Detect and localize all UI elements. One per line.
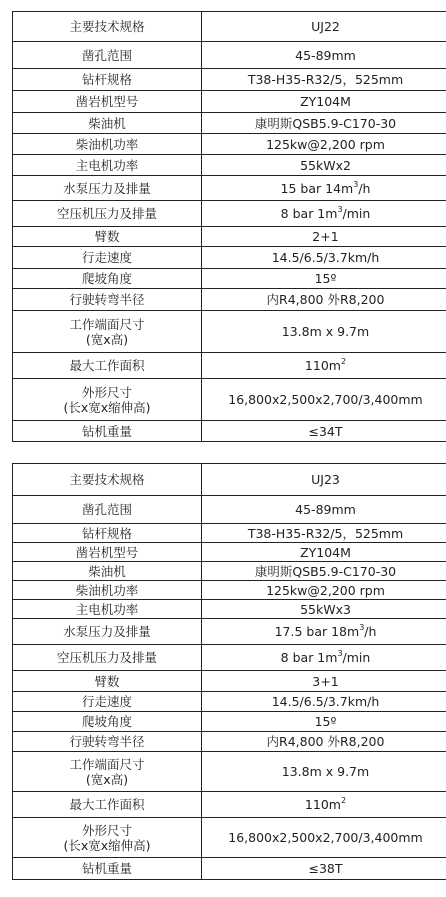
value-unit: /h [358, 180, 371, 196]
spec-label [13, 752, 202, 792]
spec-label: 凿岩机型号 [13, 91, 202, 113]
spec-table-uj23 [12, 463, 446, 880]
spec-label: 行走速度 [13, 247, 202, 269]
spec-value: 康明斯QSB5.9-C170-30 [202, 562, 446, 581]
superscript: 2 [340, 796, 347, 805]
label-line: 工作端面尺寸 [69, 756, 145, 772]
table-row [13, 671, 446, 692]
spec-value: 15º [202, 712, 446, 732]
spec-value: 13.8m x 9.7m [202, 311, 446, 353]
table-row [13, 113, 446, 134]
superscript: 3 [353, 179, 359, 189]
label-line: 外形尺寸 [81, 384, 132, 400]
table-row [13, 269, 446, 289]
model-name: UJ23 [202, 464, 446, 496]
superscript: 3 [359, 623, 365, 632]
table-row [13, 311, 446, 353]
table-row [13, 581, 446, 600]
table-header-row [13, 12, 446, 42]
spec-value: 3+1 [202, 671, 446, 692]
value-text: 8 bar 1m [280, 206, 338, 221]
table-row [13, 421, 446, 442]
table-row [13, 562, 446, 581]
spec-label: 水泵压力及排量 [13, 619, 202, 645]
spec-value [202, 176, 446, 201]
table-row [13, 732, 446, 752]
table-row [13, 379, 446, 421]
header-label: 主要技术规格 [13, 12, 202, 42]
spec-value [202, 645, 446, 671]
spec-value [202, 619, 446, 645]
spec-label: 行驶转弯半径 [13, 289, 202, 311]
spec-value: 45-89mm [202, 496, 446, 524]
spec-label: 爬坡角度 [13, 269, 202, 289]
value-unit: /min [342, 650, 371, 665]
spec-label: 柴油机 [13, 113, 202, 134]
table-row [13, 543, 446, 562]
spec-table-uj22 [12, 11, 446, 442]
spec-value: 16,800x2,500x2,700/3,400mm [202, 818, 446, 858]
spec-value [202, 201, 446, 227]
spec-label: 凿孔范围 [13, 496, 202, 524]
spec-value [202, 792, 446, 818]
spec-label [13, 311, 202, 353]
table-row [13, 155, 446, 176]
spec-label [13, 818, 202, 858]
value-text: 17.5 bar 18m [274, 624, 360, 639]
label-line: 外形尺寸 [81, 822, 132, 838]
value-text: 110m [304, 358, 341, 373]
value-text: 8 bar 1m [280, 650, 338, 665]
spec-label: 最大工作面积 [13, 792, 202, 818]
spec-value: 内R4,800 外R8,200 [202, 289, 446, 311]
spec-value: 125kw@2,200 rpm [202, 581, 446, 600]
spec-label: 主电机功率 [13, 600, 202, 619]
spec-value: 16,800x2,500x2,700/3,400mm [202, 379, 446, 421]
spec-value: ZY104M [202, 91, 446, 113]
label-line: (宽x高) [85, 331, 129, 347]
spec-value: ≤38T [202, 858, 446, 880]
spec-value: 45-89mm [202, 42, 446, 69]
table-row [13, 353, 446, 379]
table-row [13, 619, 446, 645]
spec-value: T38-H35-R32/5，525mm [202, 524, 446, 543]
spec-label: 钻机重量 [13, 421, 202, 442]
table-row [13, 752, 446, 792]
spec-label: 行驶转弯半径 [13, 732, 202, 752]
spec-label: 主电机功率 [13, 155, 202, 176]
spec-label: 行走速度 [13, 692, 202, 712]
spec-label: 爬坡角度 [13, 712, 202, 732]
spec-value: 内R4,800 外R8,200 [202, 732, 446, 752]
label-line: (长x宽x缩伸高) [63, 399, 151, 415]
table-row [13, 42, 446, 69]
table-row [13, 176, 446, 201]
table-row [13, 524, 446, 543]
table-row [13, 227, 446, 247]
spec-label: 空压机压力及排量 [13, 201, 202, 227]
spec-value: 14.5/6.5/3.7km/h [202, 692, 446, 712]
table-row [13, 91, 446, 113]
table-row [13, 289, 446, 311]
table-row [13, 496, 446, 524]
superscript: 3 [337, 649, 343, 658]
superscript: 2 [340, 357, 347, 366]
table-row [13, 134, 446, 155]
value-unit: /min [342, 206, 371, 221]
table-row [13, 818, 446, 858]
header-label: 主要技术规格 [13, 464, 202, 496]
spec-value: 55kWx2 [202, 155, 446, 176]
spec-value: T38-H35-R32/5，525mm [202, 69, 446, 91]
superscript: 3 [337, 205, 343, 214]
value-unit: /h [364, 624, 377, 639]
label-line: (长x宽x缩伸高) [63, 837, 151, 853]
table-row [13, 712, 446, 732]
spec-label [13, 379, 202, 421]
table-row [13, 792, 446, 818]
label-line: (宽x高) [85, 771, 129, 787]
label-line: 工作端面尺寸 [69, 316, 145, 332]
spec-value: 13.8m x 9.7m [202, 752, 446, 792]
spec-value: 55kWx3 [202, 600, 446, 619]
spec-label: 钻杆规格 [13, 524, 202, 543]
spec-label: 凿岩机型号 [13, 543, 202, 562]
spec-value: ZY104M [202, 543, 446, 562]
table-row [13, 201, 446, 227]
table-row [13, 858, 446, 880]
spec-label: 臂数 [13, 671, 202, 692]
spec-label: 凿孔范围 [13, 42, 202, 69]
table-row [13, 247, 446, 269]
spec-label: 臂数 [13, 227, 202, 247]
spec-label: 钻杆规格 [13, 69, 202, 91]
spec-value: ≤34T [202, 421, 446, 442]
model-name: UJ22 [202, 12, 446, 42]
value-text: 110m [304, 797, 341, 812]
spec-label: 柴油机功率 [13, 581, 202, 600]
spec-label: 钻机重量 [13, 858, 202, 880]
value-text: 15 bar 14m [280, 180, 354, 196]
spec-label: 空压机压力及排量 [13, 645, 202, 671]
table-row [13, 692, 446, 712]
spec-value: 125kw@2,200 rpm [202, 134, 446, 155]
spec-label: 水泵压力及排量 [13, 176, 202, 201]
table-header-row [13, 464, 446, 496]
spec-value: 14.5/6.5/3.7km/h [202, 247, 446, 269]
spec-value: 2+1 [202, 227, 446, 247]
spec-value [202, 353, 446, 379]
table-row [13, 600, 446, 619]
spec-value: 15º [202, 269, 446, 289]
spec-label: 柴油机 [13, 562, 202, 581]
spec-label: 最大工作面积 [13, 353, 202, 379]
spec-label: 柴油机功率 [13, 134, 202, 155]
table-row [13, 69, 446, 91]
table-row [13, 645, 446, 671]
spec-value: 康明斯QSB5.9-C170-30 [202, 113, 446, 134]
